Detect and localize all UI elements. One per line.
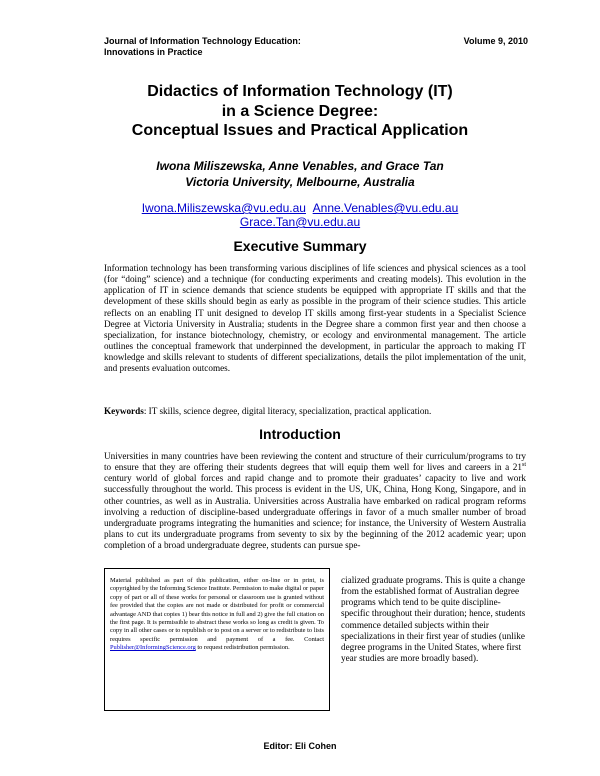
copyright-text: Material published as part of this publication, either on-line or in print, is copyrighted by the Informing Science Institute. Permission to make digital or paper copy of part or all of these works for personal or classroom use is granted without fee provided that the copies are not made or distributed for profit or commercial advantage AND that copies 1) bear this notice in full and 2) give the full citation on the first page. It is permissible to abstract these works so long as credit is given. To copy in all other cases or to republish or to post on a server or to redistribute to lists requires specific permission and payment of a fee. Contact — [110, 577, 324, 643]
title-line-1: Didactics of Information Technology (IT) — [147, 83, 453, 100]
email-link-1[interactable]: Iwona.Miliszewska@vu.edu.au — [141, 201, 306, 215]
superscript-st: st — [521, 462, 526, 469]
introduction-heading: Introduction — [259, 426, 341, 442]
executive-summary-body: Information technology has been transforming various disciplines of life sciences and physical sciences as a tool (for “doing” science) and a technique (for conducting experiments and creating models). This evolution in the application of IT in science demands that science students be equipped with appropriate IT skills and that the development of these skills should begin as early as possible in the program of their science studies. This article reflects on an enabling IT unit designed to develop IT skills among first-year students in a Specialist Science Degree at Victoria University in Australia; students in the Degree share a common first year and then choose a specialization, for instance biotechnology, chemistry, or ecology and environmental management. The article outlines the conceptual framework that underpinned the development, in particular the approach to making IT knowledge and skills relevant to students of different specializations, details the pilot implementation of the unit, and presents evaluation outcomes. — [104, 263, 526, 374]
keywords-label: Keywords — [104, 406, 144, 416]
editor-footer: Editor: Eli Cohen — [263, 741, 337, 751]
paper-title — [0, 82, 600, 141]
author-block — [0, 158, 600, 190]
title-line-2: in a Science Degree: — [221, 102, 379, 120]
copyright-text-end: to request redistribution permission. — [195, 644, 290, 652]
journal-subtitle: Innovations in Practice — [104, 47, 203, 57]
journal-header — [104, 36, 364, 58]
title-line-3: Conceptual Issues and Practical Application — [131, 122, 469, 139]
introduction-text-1: Universities in many countries have been reviewing the content and structure of their curriculum/programs to try to ensure that they are offering their students degrees that will equip them well for lives and careers in a 21 — [104, 451, 526, 473]
publisher-email-link[interactable]: Publisher@InformingScience.org — [110, 644, 196, 652]
executive-summary-heading: Executive Summary — [233, 238, 367, 254]
volume-label: Volume 9, 2010 — [463, 36, 528, 46]
keywords-line — [104, 406, 526, 417]
author-names: Iwona Miliszewska, Anne Venables, and Grace Tan — [156, 159, 444, 173]
email-link-2[interactable]: Anne.Venables@vu.edu.au — [312, 201, 459, 215]
introduction-body — [104, 451, 526, 551]
author-affiliation: Victoria University, Melbourne, Australia — [185, 175, 415, 189]
introduction-continuation: cialized graduate programs. This is quite a change from the established format of Australian degree programs which tend to be quite discipline-specific throughout their duration; hence, students commence detailed subjects within their specializations in their first year of studies (unlike degree programs in the United States, where first year studies are more broadly based). — [341, 575, 526, 664]
keywords-text: : IT skills, science degree, digital literacy, specialization, practical application. — [143, 406, 432, 416]
email-link-3[interactable]: Grace.Tan@vu.edu.au — [239, 215, 361, 229]
email-block — [0, 201, 600, 229]
copyright-notice-box — [104, 568, 330, 711]
journal-name: Journal of Information Technology Education: — [104, 36, 301, 46]
introduction-text-2: century world of global forces and rapid change and to promote their graduates’ capacity to live and work successfully throughout the world. This process is evident in the US, UK, China, Hong Kong, Singapore, and in other countries, as well as in Australia. Universities across Australia have embarked on radical program reforms involving a reduction of discipline-based undergraduate offerings in favor of a much smaller number of broad undergraduate programs integrating the humanities and science; for instance, the University of Western Australia plans to cut its undergraduate programs from seventy to six by the beginning of the 2012 academic year; upon completion of a broad undergraduate degree, students can pursue spe- — [104, 473, 526, 551]
